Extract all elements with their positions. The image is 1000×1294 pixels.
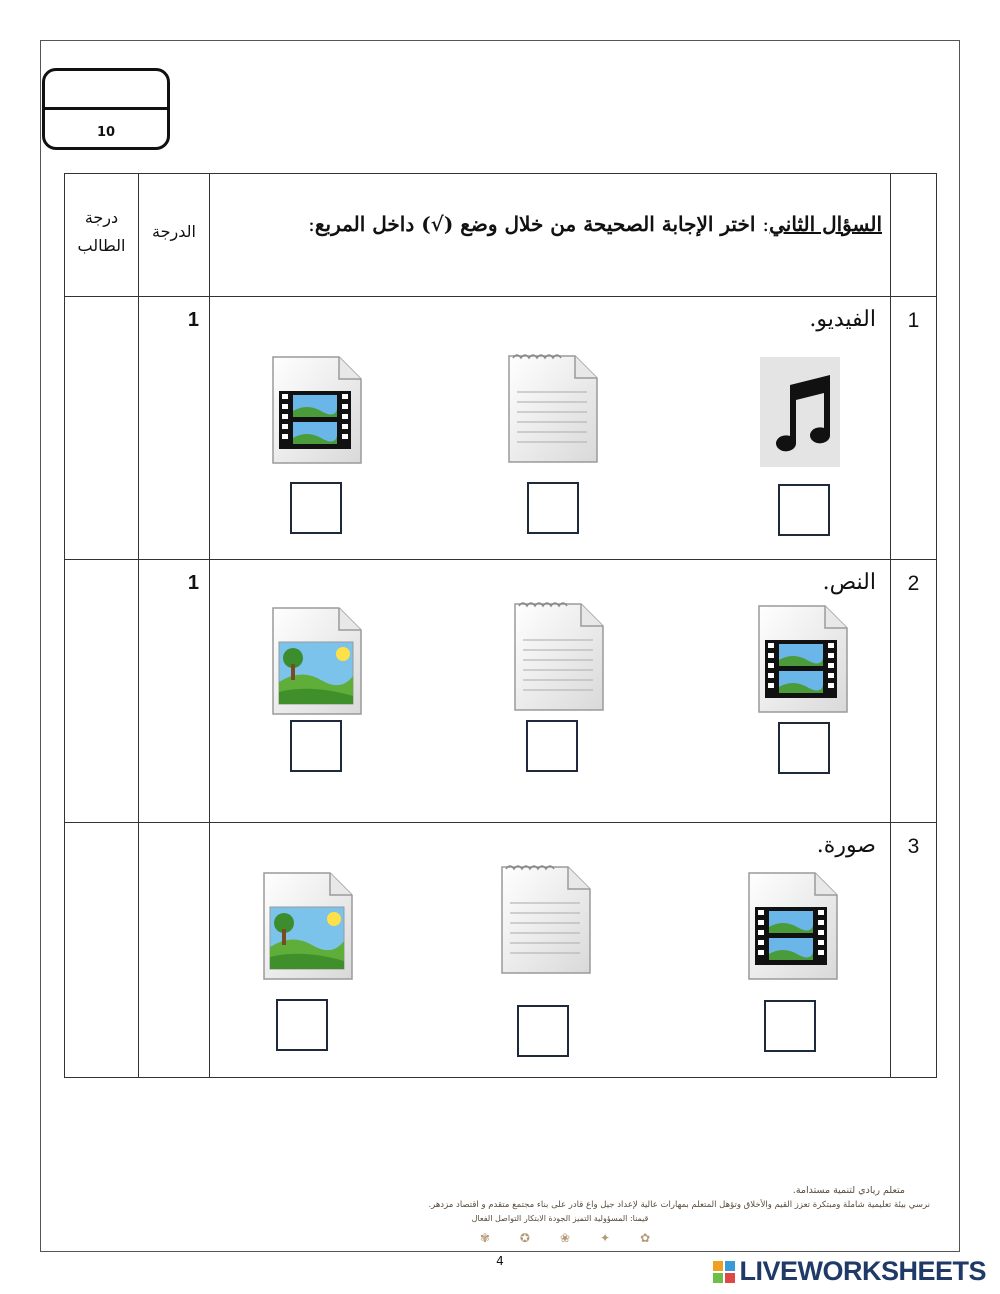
grade-value <box>139 823 210 1078</box>
question-text: الفيديو. <box>809 307 876 332</box>
question-text: النص. <box>822 570 876 595</box>
student-grade-cell[interactable] <box>65 297 139 560</box>
question-number: 3 <box>891 823 937 1078</box>
grade-header: الدرجة <box>139 174 210 297</box>
question-number: 2 <box>891 560 937 823</box>
question-row <box>65 297 937 560</box>
question-colon: : <box>762 212 770 236</box>
image-file-icon <box>262 871 358 981</box>
student-grade-cell[interactable] <box>65 823 139 1078</box>
footer-values: قيمنا: المسؤولية التميز الجودة الابتكار التواصل الفعال <box>471 1214 649 1223</box>
score-divider <box>45 107 167 110</box>
question-content <box>210 297 891 560</box>
answer-checkbox[interactable] <box>778 722 830 774</box>
student-grade-cell[interactable] <box>65 560 139 823</box>
score-total: 10 <box>96 125 116 140</box>
answer-checkbox[interactable] <box>526 720 578 772</box>
question-content <box>210 823 891 1078</box>
answer-checkbox[interactable] <box>290 482 342 534</box>
question-title <box>210 174 891 297</box>
brand-logo-icon <box>713 1261 735 1283</box>
innovation-icon: ✪ <box>519 1231 530 1245</box>
footer-value-icons <box>200 1231 930 1245</box>
score-box <box>42 68 170 150</box>
page-number: 4 <box>496 1254 504 1268</box>
question-instruction: اختر الإجابة الصحيحة من خلال وضع (√) داخل المربع <box>314 212 763 236</box>
audio-file-icon <box>760 357 856 467</box>
answer-checkbox[interactable] <box>764 1000 816 1052</box>
liveworksheets-logo <box>713 1256 986 1287</box>
answer-checkbox[interactable] <box>290 720 342 772</box>
text-file-icon <box>507 354 603 464</box>
excellence-icon: ✦ <box>600 1231 611 1245</box>
question-row <box>65 560 937 823</box>
header-number-cell <box>891 174 937 297</box>
quality-icon: ❀ <box>559 1231 571 1245</box>
answer-checkbox[interactable] <box>276 999 328 1051</box>
footer-mission: نرسي بيئة تعليمية شاملة ومبتكرة تعزز القيم والأخلاق وتؤهل المتعلم بمهارات عالية لإعداد جيل واع قادر على بناء مجتمع متقدم و اقتصاد مزدهر. <box>428 1200 930 1210</box>
answer-checkbox[interactable] <box>527 482 579 534</box>
communication-icon: ✾ <box>479 1231 490 1245</box>
footer-vision: متعلم ريادي لتنمية مستدامة. <box>792 1185 905 1196</box>
grade-value: 1 <box>139 560 210 823</box>
video-file-icon <box>271 355 367 465</box>
responsibility-icon: ✿ <box>640 1231 651 1245</box>
question-end: : <box>308 212 315 236</box>
text-file-icon <box>500 865 596 975</box>
question-number: 1 <box>891 297 937 560</box>
question-content <box>210 560 891 823</box>
answer-checkbox[interactable] <box>517 1005 569 1057</box>
video-file-icon <box>747 871 843 981</box>
grade-value: 1 <box>139 297 210 560</box>
text-file-icon <box>513 602 609 712</box>
footer <box>70 1185 930 1245</box>
question-table <box>64 173 937 1078</box>
question-row <box>65 823 937 1078</box>
video-file-icon <box>757 604 853 714</box>
header-row <box>65 174 937 297</box>
answer-checkbox[interactable] <box>778 484 830 536</box>
question-text: صورة. <box>816 833 876 858</box>
student-grade-header: درجة الطالب <box>65 174 139 297</box>
brand-name: LIVEWORKSHEETS <box>739 1256 986 1286</box>
image-file-icon <box>271 606 367 716</box>
question-label: السؤال الثاني <box>769 212 882 236</box>
